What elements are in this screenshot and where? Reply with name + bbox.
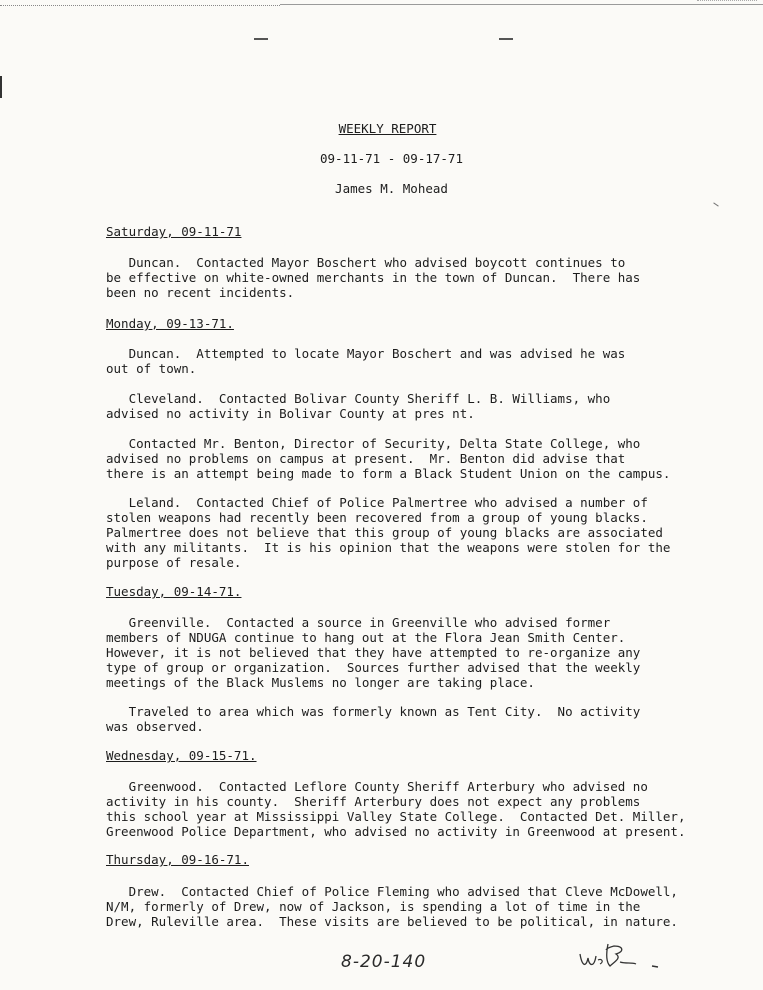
report-title: WEEKLY REPORT — [338, 121, 437, 136]
report-author: James M. Mohead — [335, 181, 448, 196]
paragraph-line: activity in his county. Sheriff Arterbury does not expect any problems — [106, 794, 641, 809]
paragraph-line: purpose of resale. — [106, 555, 242, 570]
section-heading: Monday, 09-13-71. — [106, 316, 234, 331]
report-paragraph — [106, 884, 706, 929]
handwritten-file-number: 8-20-140 — [341, 952, 427, 972]
paragraph-line: However, it is not believed that they have attempted to re-organize any — [106, 645, 641, 660]
paragraph-line: Drew. Contacted Chief of Police Fleming who advised that Cleve McDowell, — [106, 884, 678, 899]
report-paragraph — [106, 436, 706, 481]
paragraph-line: been no recent incidents. — [106, 285, 295, 300]
report-date-range: 09-11-71 - 09-17-71 — [320, 151, 463, 166]
scan-mark-left — [254, 38, 268, 40]
section-heading: Tuesday, 09-14-71. — [106, 584, 242, 599]
report-paragraph — [106, 495, 706, 570]
paragraph-line: Duncan. Attempted to locate Mayor Boschert and was advised he was — [106, 346, 626, 361]
paragraph-line: was observed. — [106, 719, 204, 734]
paragraph-line: advised no activity in Bolivar County at pres nt. — [106, 406, 475, 421]
paragraph-line: type of group or organization. Sources further advised that the weekly — [106, 660, 641, 675]
paragraph-line: Cleveland. Contacted Bolivar County Sheriff L. B. Williams, who — [106, 391, 611, 406]
paragraph-line: this school year at Mississippi Valley State College. Contacted Det. Miller, — [106, 809, 686, 824]
paragraph-line: stolen weapons had recently been recovered from a group of young blacks. — [106, 510, 648, 525]
scan-mark-right — [499, 38, 513, 40]
punch-mark — [0, 76, 2, 98]
top-rule — [280, 4, 763, 5]
paragraph-line: be effective on white-owned merchants in the town of Duncan. There has — [106, 270, 641, 285]
report-paragraph — [106, 779, 706, 839]
paragraph-line: Drew, Ruleville area. These visits are believed to be political, in nature. — [106, 914, 678, 929]
paragraph-line: Greenwood Police Department, who advised no activity in Greenwood at present. — [106, 824, 686, 839]
paragraph-line: there is an attempt being made to form a Black Student Union on the campus. — [106, 466, 671, 481]
report-title-line — [6, 121, 763, 136]
paragraph-line: Palmertree does not believe that this group of young blacks are associated — [106, 525, 663, 540]
section-heading: Saturday, 09-11-71 — [106, 224, 242, 239]
corner-mark — [697, 0, 757, 9]
report-paragraph — [106, 346, 706, 376]
paragraph-line: Traveled to area which was formerly known as Tent City. No activity — [106, 704, 641, 719]
report-paragraph — [106, 704, 706, 734]
report-paragraph — [106, 615, 706, 690]
paragraph-line: N/M, formerly of Drew, now of Jackson, is spending a lot of time in the — [106, 899, 641, 914]
paragraph-line: meetings of the Black Muslems no longer are taking place. — [106, 675, 535, 690]
scan-speck — [713, 202, 718, 206]
report-paragraph — [106, 255, 706, 300]
paragraph-line: Greenwood. Contacted Leflore County Sheriff Arterbury who advised no — [106, 779, 648, 794]
section-heading: Wednesday, 09-15-71. — [106, 748, 257, 763]
paragraph-line: with any militants. It is his opinion that the weapons were stolen for the — [106, 540, 671, 555]
paragraph-line: out of town. — [106, 361, 197, 376]
paragraph-line: Contacted Mr. Benton, Director of Security, Delta State College, who — [106, 436, 641, 451]
paragraph-line: members of NDUGA continue to hang out at the Flora Jean Smith Center. — [106, 630, 626, 645]
paragraph-line: Duncan. Contacted Mayor Boschert who advised boycott continues to — [106, 255, 626, 270]
handwritten-initials-signature — [576, 936, 676, 976]
report-paragraph — [106, 391, 706, 421]
top-perforation — [0, 0, 280, 6]
paragraph-line: advised no problems on campus at present. Mr. Benton did advise that — [106, 451, 626, 466]
paragraph-line: Leland. Contacted Chief of Police Palmertree who advised a number of — [106, 495, 648, 510]
section-heading: Thursday, 09-16-71. — [106, 852, 249, 867]
paragraph-line: Greenville. Contacted a source in Greenville who advised former — [106, 615, 611, 630]
